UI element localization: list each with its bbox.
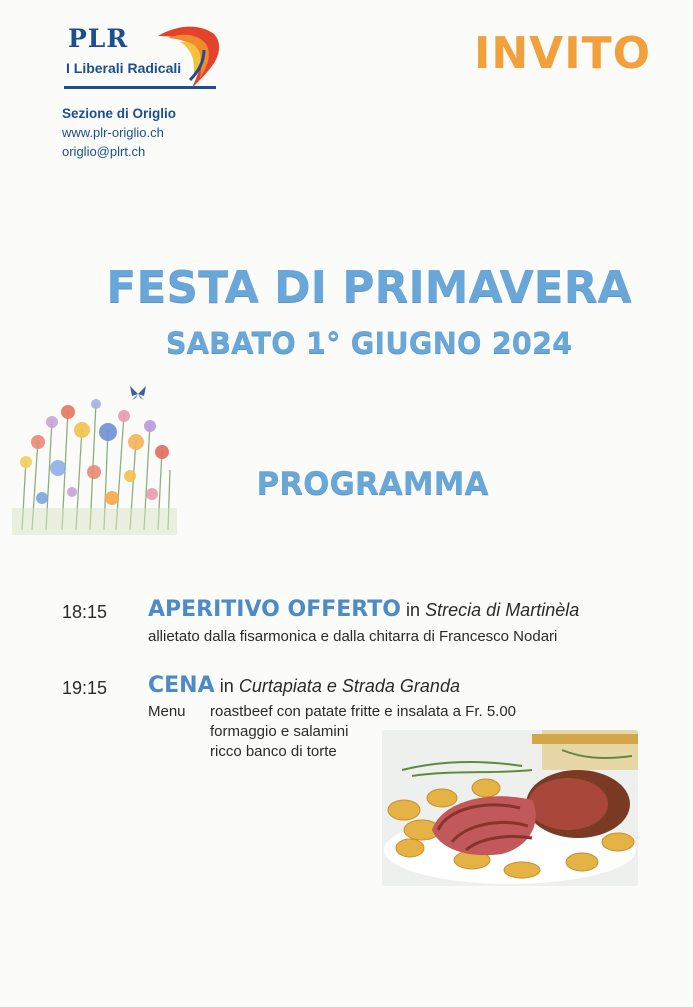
logo-subtitle: I Liberali Radicali bbox=[66, 60, 182, 76]
item-time: 18:15 bbox=[62, 602, 108, 622]
butterfly-icon bbox=[130, 386, 146, 400]
program-heading: PROGRAMMA bbox=[256, 466, 489, 502]
menu-label: Menu bbox=[148, 703, 186, 720]
invito-label: INVITO bbox=[473, 28, 651, 79]
logo-underline bbox=[64, 86, 216, 89]
menu-item: formaggio e salamini bbox=[210, 723, 349, 740]
item-in: in bbox=[219, 676, 234, 696]
item-in: in bbox=[406, 600, 421, 620]
menu-item: ricco banco di torte bbox=[210, 743, 337, 760]
email-link[interactable]: origlio@plrt.ch bbox=[62, 144, 146, 159]
item-place: Strecia di Martinèla bbox=[425, 600, 580, 620]
event-title: FESTA DI PRIMAVERA bbox=[106, 262, 632, 313]
plr-logo bbox=[58, 22, 228, 97]
item-place: Curtapiata e Strada Granda bbox=[238, 676, 460, 696]
event-date: SABATO 1° GIUGNO 2024 bbox=[165, 326, 573, 360]
logo-name: PLR bbox=[68, 24, 129, 53]
menu-item: roastbeef con patate fritte e insalata a Fr. 5.00 bbox=[210, 703, 517, 720]
item-title-row bbox=[148, 597, 579, 622]
website-link[interactable]: www.plr-origlio.ch bbox=[62, 125, 164, 140]
item-time: 19:15 bbox=[62, 678, 108, 698]
roastbeef-photo bbox=[382, 730, 638, 886]
item-title: APERITIVO OFFERTO bbox=[148, 597, 401, 622]
contact-block bbox=[62, 104, 176, 161]
item-title-row bbox=[148, 673, 460, 698]
flame-icon bbox=[154, 22, 222, 88]
section-name: Sezione di Origlio bbox=[62, 106, 177, 121]
item-description: allietato dalla fisarmonica e dalla chitarra di Francesco Nodari bbox=[148, 628, 558, 645]
wildflowers-illustration bbox=[12, 380, 177, 535]
item-title: CENA bbox=[148, 673, 215, 698]
